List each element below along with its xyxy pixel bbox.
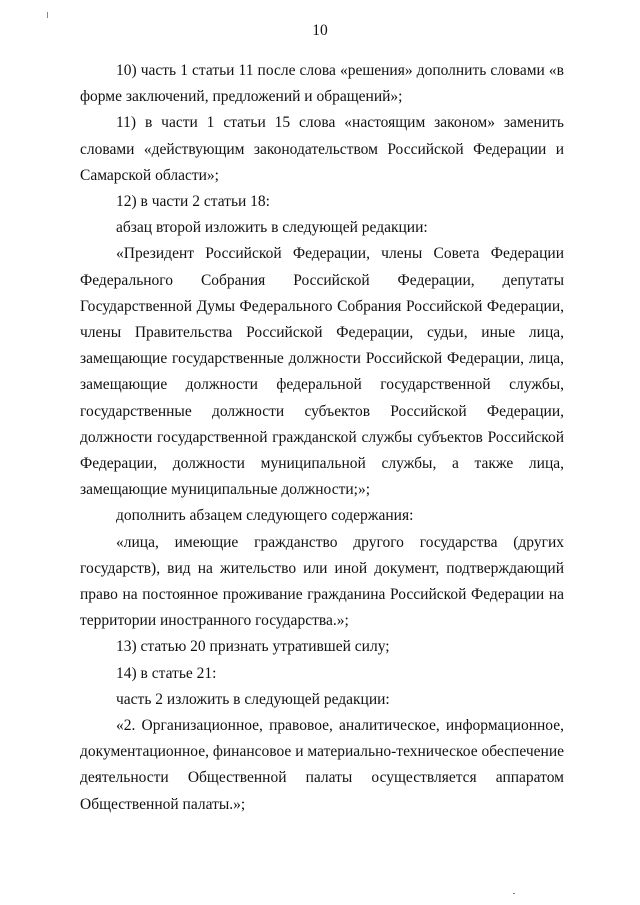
scan-mark-top (47, 12, 48, 18)
page-number: 10 (312, 22, 328, 39)
paragraph-add-abzac-instruction: дополнить абзацем следующего содержания: (116, 507, 414, 525)
paragraph-item-13: 13) статью 20 признать утратившей силу; (116, 638, 390, 656)
paragraph-second-abzac-instruction: абзац второй изложить в следующей редакции: (116, 219, 428, 237)
paragraph-quoted-officials-list: «Президент Российской Федерации, члены Совета Федерации Федерального Собрания Российской Федерации, депутаты Государственной Думы Федерального Собрания Российской Федерации, члены Правительства Российской Федерации, судьи, иные лица, замещающие государственные должности Российской Федерации, лица, замещающие должности федеральной государственной службы, государственные должности субъектов Российской Федерации, должности государственной гражданской службы субъектов Российской Федерации, должности муниципальной службы, а также лица, замещающие муниципальные должности;»; (80, 245, 564, 499)
paragraph-part-2-instruction: часть 2 изложить в следующей редакции: (116, 690, 390, 708)
scan-mark-bottom (513, 893, 515, 894)
paragraph-item-10: 10) часть 1 статьи 11 после слова «решения» дополнить словами «в форме заключений, предложений и обращений»; (80, 62, 564, 106)
paragraph-quoted-foreign-citizenship: «лица, имеющие гражданство другого государства (других государств), вид на жительство или иной документ, подтверждающий право на постоянное проживание гражданина Российской Федерации на территории иностранного государства.»; (80, 533, 564, 630)
paragraph-item-14: 14) в статье 21: (116, 664, 217, 682)
paragraph-item-11: 11) в части 1 статьи 15 слова «настоящим законом» заменить словами «действующим законодательством Российской Федерации и Самарской области»; (80, 114, 564, 184)
paragraph-item-12: 12) в части 2 статьи 18: (116, 193, 270, 211)
paragraph-quoted-support-clause: «2. Организационное, правовое, аналитическое, информационное, документационное, финансовое и материально-техническое обеспечение деятельности Общественной палаты осуществляется аппаратом Общественной палаты.»; (80, 717, 564, 813)
document-body (80, 58, 564, 818)
